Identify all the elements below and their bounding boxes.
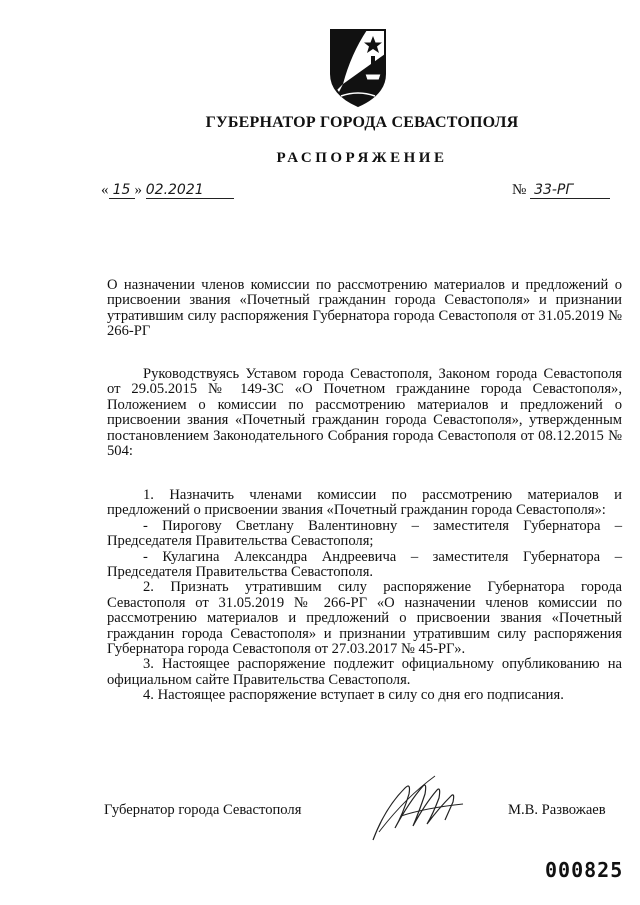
preamble-text: Руководствуясь Уставом города Севастополя, Законом города Севастополя от 29.05.2015 № 149-ЗС «О Почетном гражданине города Севастополя», Положением о комиссии по рассмотрению материалов и предложений о присвоении звания «Почетный гражданин города Севастополя», утвержденным постановлением Законодательного Собрания города Севастополя от 08.12.2015 № 504:	[107, 366, 622, 460]
number-value: 33-РГ	[530, 182, 610, 199]
preamble	[107, 367, 622, 459]
item-1-member-1: - Пирогову Светлану Валентиновну – заместителя Губернатора – Председателя Правительства Севастополя;	[107, 517, 622, 550]
item-3: 3. Настоящее распоряжение подлежит официальному опубликованию на официальном сайте Правительства Севастополя.	[107, 656, 622, 688]
item-4: 4. Настоящее распоряжение вступает в силу со дня его подписания.	[143, 687, 564, 704]
date-quote-close: »	[134, 182, 142, 198]
order-items	[107, 488, 622, 704]
item-1: 1. Назначить членами комиссии по рассмотрению материалов и предложений о присвоении звания «Почетный гражданин города Севастополя»:	[107, 487, 622, 519]
organization-title: ГУБЕРНАТОР ГОРОДА СЕВАСТОПОЛЯ	[205, 114, 519, 131]
document-number	[512, 182, 610, 199]
signatory-name: М.В. Развожаев	[508, 802, 606, 818]
document-type: РАСПОРЯЖЕНИЕ	[276, 150, 448, 166]
document-date	[101, 182, 234, 199]
coat-of-arms-icon	[327, 24, 389, 108]
document-subject	[107, 278, 622, 340]
date-month-year: 02.2021	[146, 182, 234, 199]
date-quote-open: «	[101, 182, 109, 198]
signatory-title: Губернатор города Севастополя	[104, 802, 302, 818]
date-day: 15	[109, 182, 135, 199]
serial-number: 000825	[545, 858, 624, 882]
item-2: 2. Признать утратившим силу распоряжение Губернатора города Севастополя от 31.05.2019 № 266-РГ «О назначении членов комиссии по рассмотрению материалов и предложений о присвоении звания «Почетный гражданин города Севастополя» и признании утратившим силу распоряжения Губернатора города Севастополя от 27.03.2017 № 45-РГ».	[107, 579, 622, 658]
number-sign: №	[512, 182, 527, 198]
item-1-member-2: - Кулагина Александра Андреевича – заместителя Губернатора – Председателя Правительства Севастополя.	[107, 548, 622, 581]
subject-text: О назначении членов комиссии по рассмотрению материалов и предложений о присвоении звания «Почетный гражданин города Севастополя» и признании утратившим силу распоряжения Губернатора города Севастополя от 31.05.2019 № 266-РГ	[107, 277, 622, 340]
handwritten-signature-icon	[365, 768, 475, 848]
